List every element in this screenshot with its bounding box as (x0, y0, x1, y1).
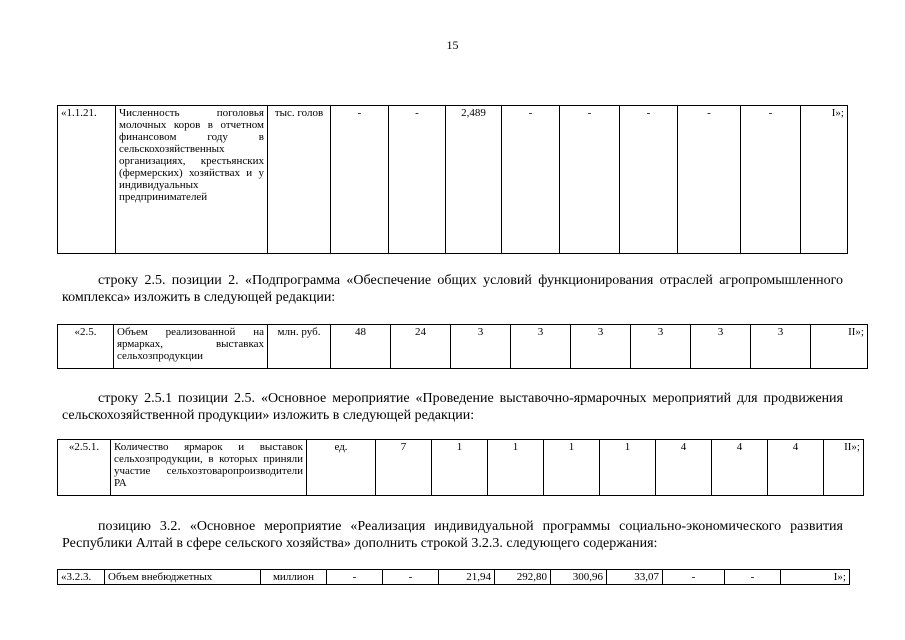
indicator-table-2-5 (57, 324, 868, 369)
table-row (58, 106, 848, 254)
last-cell: I»; (781, 570, 850, 585)
value-cell: - (389, 106, 446, 254)
value-cell: 24 (391, 325, 451, 369)
paragraph-2: строку 2.5.1 позиции 2.5. «Основное мероприятие «Проведение выставочно-ярмарочных мероприятий для продвижения сельскохозяйственной продукции» изложить в следующей редакции: (62, 391, 843, 423)
value-cell: 4 (712, 440, 768, 496)
value-cell: 4 (768, 440, 824, 496)
row-code: «2.5. (58, 325, 114, 369)
value-cell: 1 (544, 440, 600, 496)
value-cell: 3 (511, 325, 571, 369)
last-cell: II»; (811, 325, 868, 369)
value-cell: 3 (751, 325, 811, 369)
value-cell: 1 (432, 440, 488, 496)
unit-cell: миллион (261, 570, 327, 585)
indicator-name: Объем внебюджетных (105, 570, 261, 585)
paragraph-1: строку 2.5. позиции 2. «Подпрограмма «Обеспечение общих условий функционирования отраслей агропромышленного комплекса» изложить в следующей редакции: (62, 273, 843, 305)
last-cell: I»; (801, 106, 848, 254)
value-cell: 3 (571, 325, 631, 369)
value-cell: 1 (488, 440, 544, 496)
value-cell: - (725, 570, 781, 585)
row-code: «1.1.21. (58, 106, 116, 254)
table-row (58, 325, 868, 369)
value-cell: 3 (631, 325, 691, 369)
value-cell: - (502, 106, 560, 254)
unit-cell: ед. (307, 440, 376, 496)
value-cell: 33,07 (607, 570, 663, 585)
value-cell: - (620, 106, 678, 254)
value-cell: 7 (376, 440, 432, 496)
row-code: «3.2.3. (58, 570, 105, 585)
value-cell: - (327, 570, 383, 585)
value-cell: - (560, 106, 620, 254)
value-cell: 3 (691, 325, 751, 369)
value-cell: 48 (331, 325, 391, 369)
indicator-table-1-1-21 (57, 105, 848, 254)
value-cell: 2,489 (446, 106, 502, 254)
value-cell: 1 (600, 440, 656, 496)
value-cell: 300,96 (551, 570, 607, 585)
value-cell: - (663, 570, 725, 585)
value-cell: 292,80 (495, 570, 551, 585)
last-cell: II»; (824, 440, 864, 496)
indicator-name: Объем реализованной на ярмарках, выставках сельхозпродукции (114, 325, 268, 369)
row-code: «2.5.1. (58, 440, 111, 496)
value-cell: - (331, 106, 389, 254)
value-cell: - (741, 106, 801, 254)
unit-cell: тыс. голов (268, 106, 331, 254)
value-cell: - (383, 570, 439, 585)
value-cell: 3 (451, 325, 511, 369)
value-cell: 4 (656, 440, 712, 496)
indicator-table-2-5-1 (57, 439, 864, 496)
page-number: 15 (446, 38, 459, 52)
indicator-table-3-2-3 (57, 569, 850, 585)
indicator-name: Численность поголовья молочных коров в отчетном финансовом году в сельскохозяйственных организациях, крестьянских (фермерских) хозяйствах и у индивидуальных предпринимателей (116, 106, 268, 254)
value-cell: - (678, 106, 741, 254)
indicator-name: Количество ярмарок и выставок сельхозпродукции, в которых приняли участие сельхозтоваропроизводители РА (111, 440, 307, 496)
value-cell: 21,94 (439, 570, 495, 585)
table-row (58, 440, 864, 496)
table-row (58, 570, 850, 585)
unit-cell: млн. руб. (268, 325, 331, 369)
paragraph-3: позицию 3.2. «Основное мероприятие «Реализация индивидуальной программы социально-экономического развития Республики Алтай в сфере сельского хозяйства» дополнить строкой 3.2.3. следующего содержания: (62, 519, 843, 551)
